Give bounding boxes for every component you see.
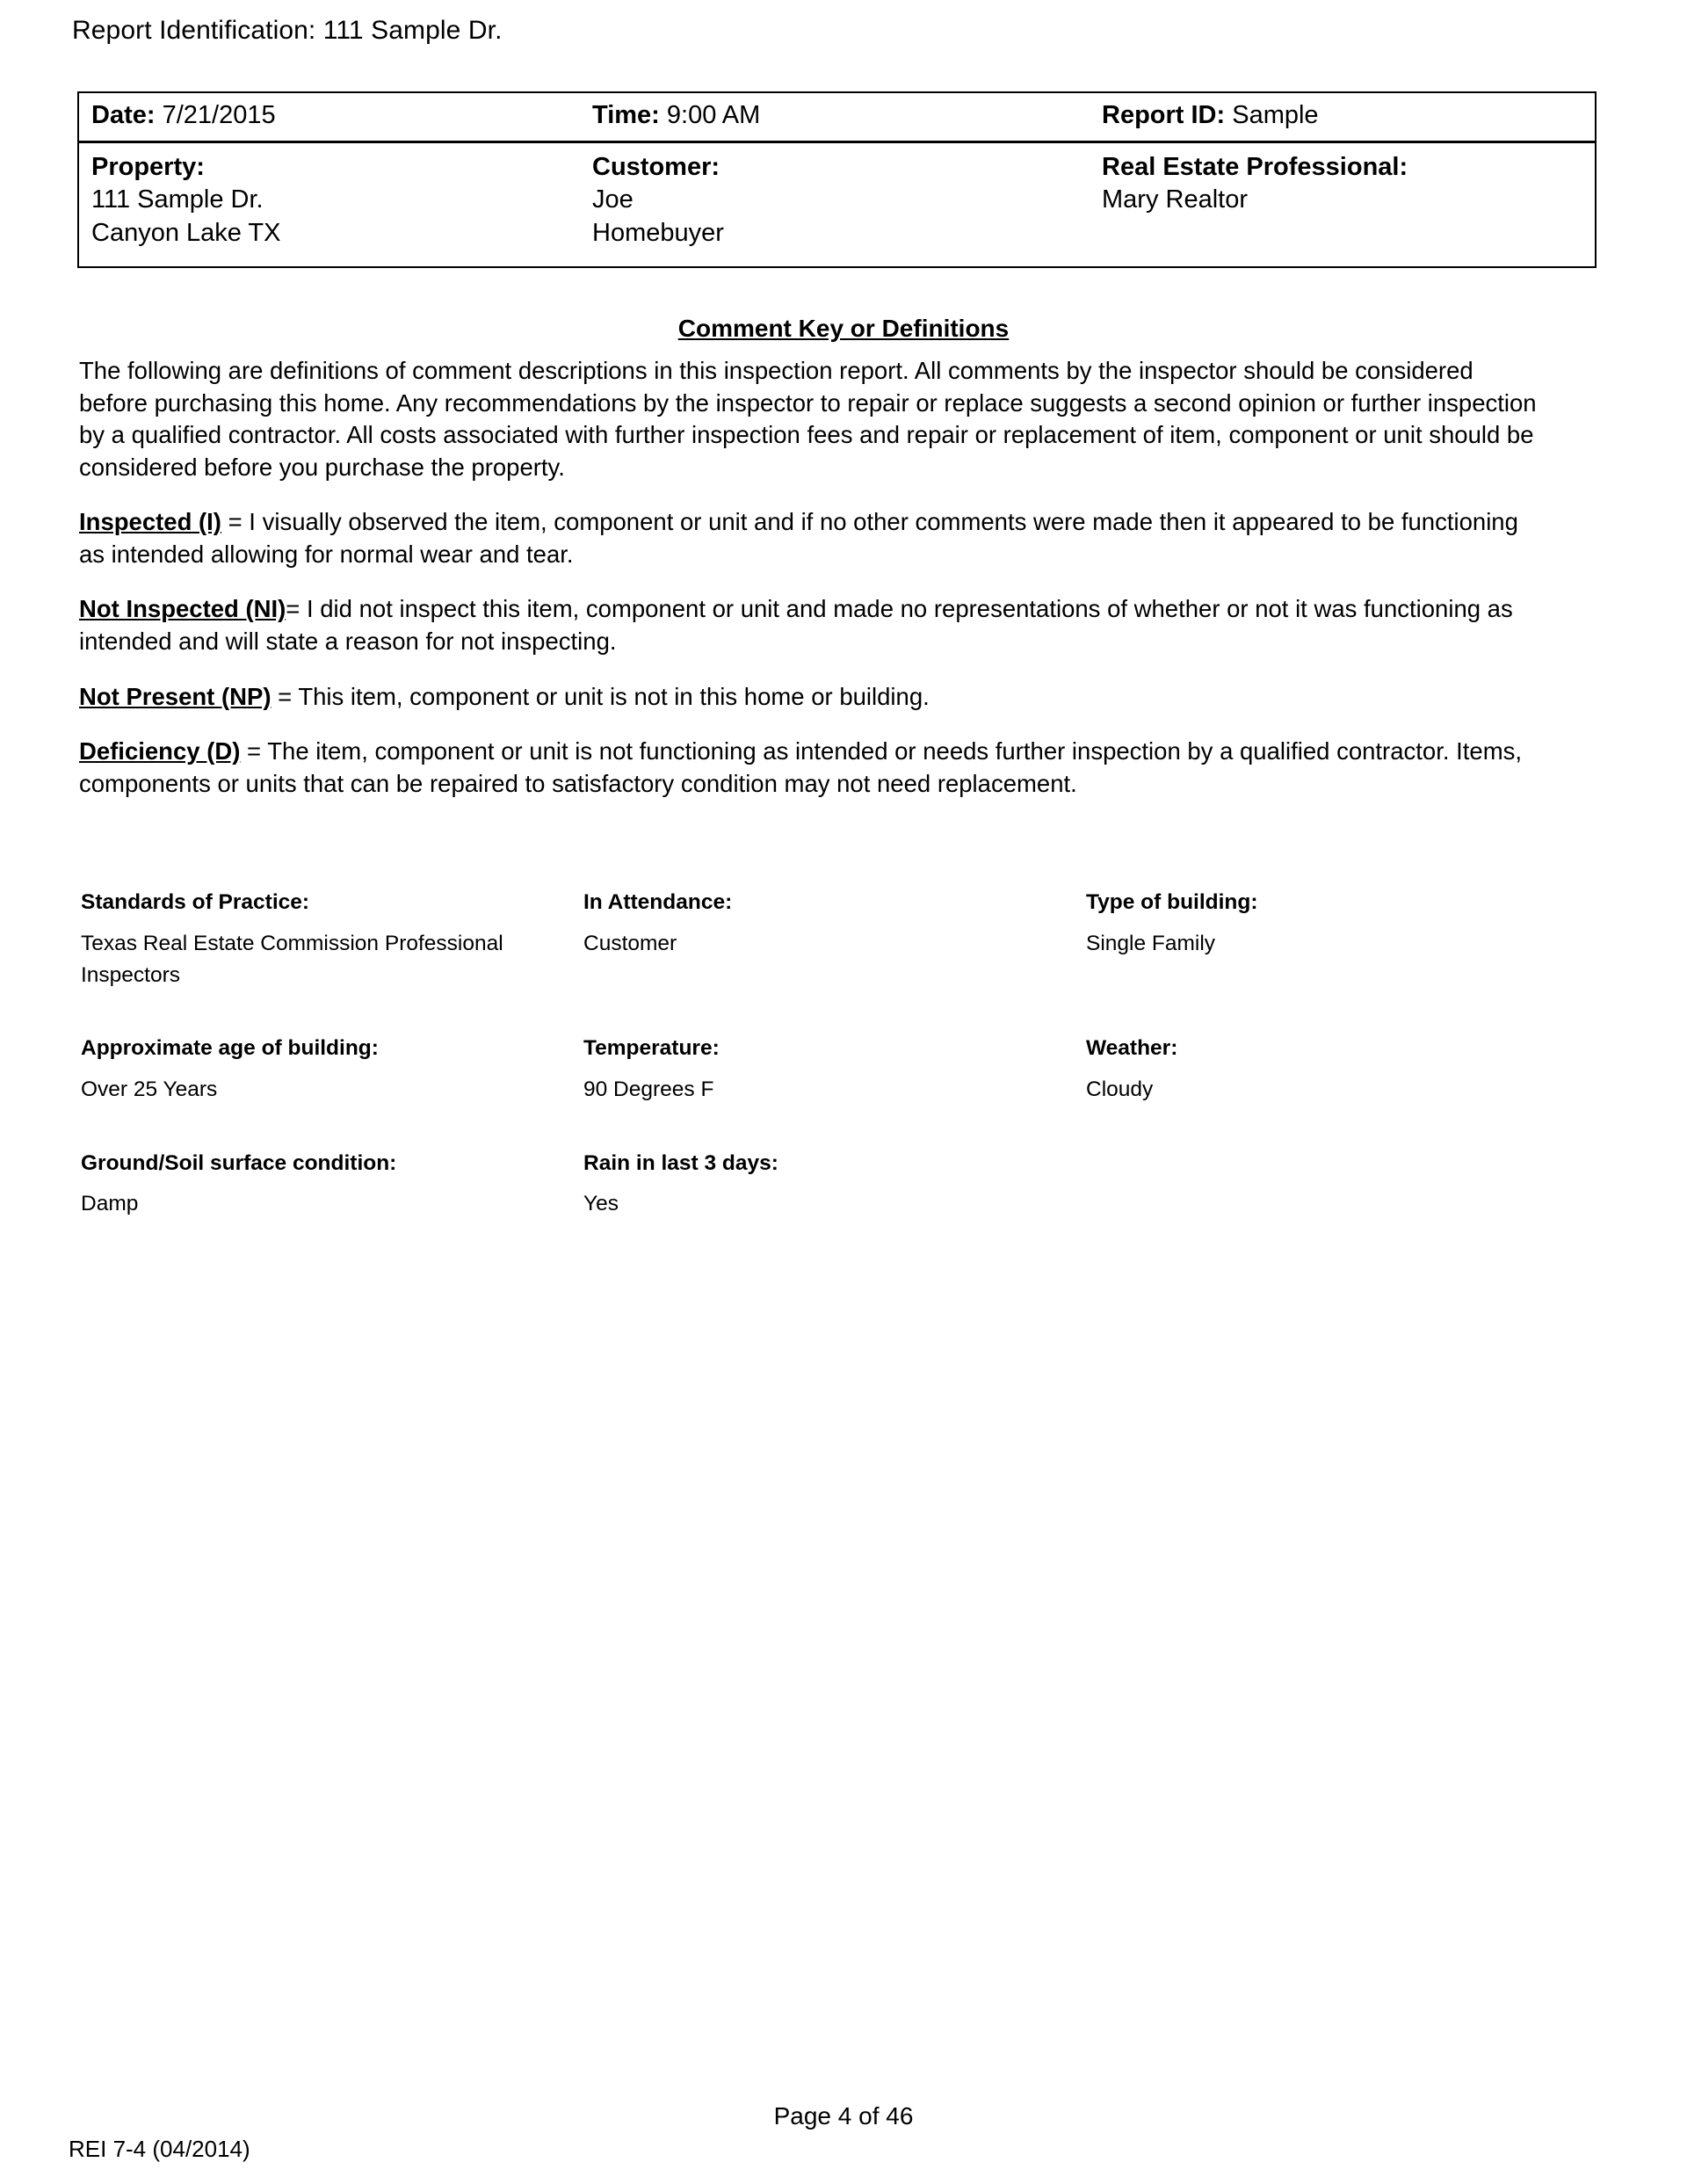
info-row-2 <box>81 1035 1575 1106</box>
info-field-approximate-age <box>81 1035 583 1106</box>
definition-term-deficiency: Deficiency (D) <box>79 737 241 765</box>
info-label-weather: Weather: <box>1086 1036 1178 1061</box>
report-identification: Report Identification: 111 Sample Dr. <box>72 16 503 45</box>
definition-term-not-inspected: Not Inspected (NI) <box>79 595 286 623</box>
time-label: Time: <box>592 101 660 129</box>
info-row-3 <box>81 1150 1575 1221</box>
info-field-type-of-building <box>1086 889 1575 991</box>
header-cell-date <box>79 93 580 141</box>
info-value-ground-soil-condition: Damp <box>81 1192 139 1216</box>
definition-inspected <box>79 506 1542 570</box>
time-value: 9:00 AM <box>666 101 761 129</box>
page-number: Page 4 of 46 <box>773 2102 914 2130</box>
comment-key-intro-paragraph: The following are definitions of comment descriptions in this inspection report. All comments by the inspector should be considered before purchasing this home. Any recommendations by the inspector to repair or replace suggests a second opinion or further inspection by a qualified contractor. All costs associated with further inspection fees and repair or replacement of item, component or unit should be considered before you purchase the property. <box>79 357 1537 481</box>
definition-not-inspected <box>79 593 1542 657</box>
inspection-conditions-grid <box>81 889 1575 1265</box>
customer-name-line-2: Homebuyer <box>592 219 724 248</box>
definition-deficiency <box>79 736 1542 800</box>
header-cell-report-id <box>1090 93 1595 141</box>
customer-name-line-1: Joe <box>592 185 634 214</box>
header-cell-time <box>580 93 1090 141</box>
info-field-in-attendance <box>583 889 1086 991</box>
info-label-ground-soil-condition: Ground/Soil surface condition: <box>81 1150 397 1175</box>
info-label-in-attendance: In Attendance: <box>583 890 733 914</box>
info-label-temperature: Temperature: <box>583 1036 720 1061</box>
definition-text-deficiency: = The item, component or unit is not functioning as intended or needs further inspection by a qualified contractor. Items, components or units that can be repaired to satisfactory condition may not need replacement. <box>79 737 1522 797</box>
info-row-1 <box>81 889 1575 991</box>
info-value-in-attendance: Customer <box>583 931 677 955</box>
info-field-empty <box>1086 1150 1575 1221</box>
report-id-value: Sample <box>1232 101 1319 129</box>
form-number: REI 7-4 (04/2014) <box>69 2136 250 2162</box>
info-field-ground-soil-condition <box>81 1150 583 1221</box>
info-label-rain-last-3-days: Rain in last 3 days: <box>583 1150 778 1175</box>
info-field-standards-of-practice <box>81 889 583 991</box>
info-value-type-of-building: Single Family <box>1086 931 1216 955</box>
report-header-table <box>77 91 1596 268</box>
info-value-rain-last-3-days: Yes <box>583 1192 619 1216</box>
report-id-label: Report ID: <box>1102 101 1226 129</box>
definition-term-not-present: Not Present (NP) <box>79 682 272 710</box>
header-table-row-2 <box>79 143 1595 266</box>
comment-key-heading <box>0 315 1687 343</box>
info-label-type-of-building: Type of building: <box>1086 890 1258 914</box>
info-field-weather <box>1086 1035 1575 1106</box>
property-address-line-1: 111 Sample Dr. <box>91 185 264 214</box>
agent-name: Mary Realtor <box>1102 185 1248 214</box>
definition-not-present <box>79 681 1542 714</box>
info-value-temperature: 90 Degrees F <box>583 1077 714 1102</box>
info-label-approximate-age: Approximate age of building: <box>81 1036 379 1061</box>
info-field-temperature <box>583 1035 1086 1106</box>
agent-label: Real Estate Professional: <box>1102 152 1408 181</box>
header-cell-real-estate-professional <box>1090 143 1595 266</box>
header-cell-property <box>79 143 580 266</box>
info-field-rain-last-3-days <box>583 1150 1086 1221</box>
info-value-standards-of-practice: Texas Real Estate Commission Professional Inspectors <box>81 931 503 988</box>
header-cell-customer <box>580 143 1090 266</box>
date-label: Date: <box>91 101 156 129</box>
property-label: Property: <box>91 152 205 181</box>
header-table-row-1 <box>79 93 1595 143</box>
info-label-standards-of-practice: Standards of Practice: <box>81 890 310 914</box>
property-address-line-2: Canyon Lake TX <box>91 219 281 248</box>
definition-term-inspected: Inspected (I) <box>79 508 221 536</box>
definition-text-not-inspected: = I did not inspect this item, component or unit and made no representations of whether or not it was functioning as intended and will state a reason for not inspecting. <box>79 595 1513 655</box>
definition-text-inspected: = I visually observed the item, component or unit and if no other comments were made then it appeared to be functioning as intended allowing for normal wear and tear. <box>79 508 1518 568</box>
definition-text-not-present: = This item, component or unit is not in this home or building. <box>271 682 930 710</box>
customer-label: Customer: <box>592 152 720 181</box>
comment-key-body <box>79 355 1542 823</box>
date-value: 7/21/2015 <box>162 101 276 129</box>
comment-key-heading-text: Comment Key or Definitions <box>677 315 1010 342</box>
info-value-weather: Cloudy <box>1086 1077 1154 1102</box>
info-value-approximate-age: Over 25 Years <box>81 1077 218 1102</box>
